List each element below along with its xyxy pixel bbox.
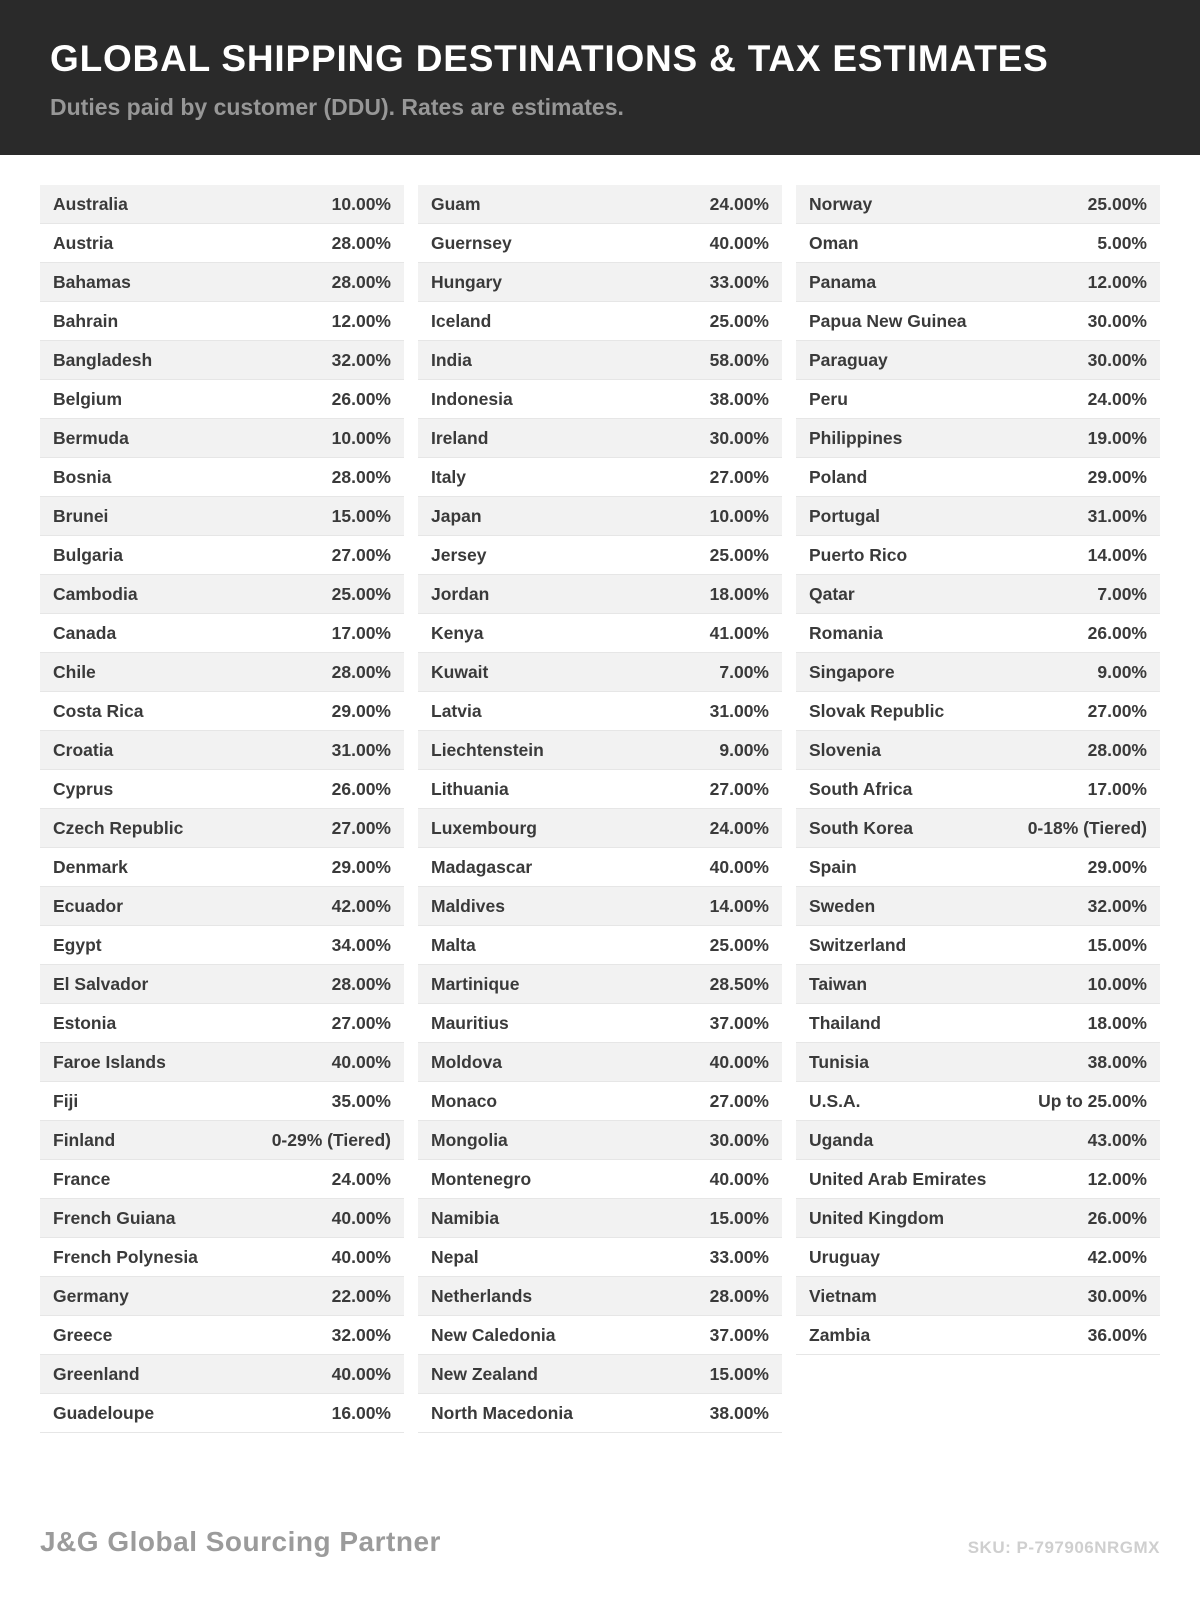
table-row bbox=[40, 965, 404, 1004]
table-row bbox=[418, 1004, 782, 1043]
country-label: Romania bbox=[809, 622, 883, 643]
country-label: Thailand bbox=[809, 1012, 881, 1033]
table-row bbox=[418, 263, 782, 302]
rate-value: 15.00% bbox=[709, 1363, 769, 1384]
table-row bbox=[418, 692, 782, 731]
table-row bbox=[418, 575, 782, 614]
country-label: Paraguay bbox=[809, 349, 888, 370]
rate-value: 26.00% bbox=[331, 778, 391, 799]
rate-value: 29.00% bbox=[1087, 856, 1147, 877]
table-row bbox=[796, 965, 1160, 1004]
rate-value: 12.00% bbox=[1087, 1168, 1147, 1189]
table-row bbox=[40, 1277, 404, 1316]
country-label: Peru bbox=[809, 388, 848, 409]
country-label: Luxembourg bbox=[431, 817, 537, 838]
table-row bbox=[40, 770, 404, 809]
country-label: Guernsey bbox=[431, 232, 512, 253]
country-label: Estonia bbox=[53, 1012, 117, 1033]
table-row bbox=[418, 887, 782, 926]
table-row bbox=[796, 536, 1160, 575]
country-label: Egypt bbox=[53, 934, 102, 955]
rate-value: 22.00% bbox=[331, 1285, 391, 1306]
rate-value: 0-29% (Tiered) bbox=[271, 1129, 391, 1150]
rate-value: 25.00% bbox=[709, 544, 769, 565]
table-row bbox=[418, 1355, 782, 1394]
rate-value: 24.00% bbox=[331, 1168, 391, 1189]
country-label: Jordan bbox=[431, 583, 490, 604]
table-row bbox=[418, 848, 782, 887]
table-row bbox=[796, 1082, 1160, 1121]
country-label: South Africa bbox=[809, 778, 913, 799]
rate-value: 28.00% bbox=[331, 232, 391, 253]
table-row bbox=[418, 731, 782, 770]
table-row bbox=[796, 380, 1160, 419]
table-row bbox=[418, 1199, 782, 1238]
country-label: Indonesia bbox=[431, 388, 513, 409]
country-label: Norway bbox=[809, 193, 873, 214]
table-row bbox=[418, 419, 782, 458]
country-label: Malta bbox=[431, 934, 476, 955]
country-label: India bbox=[431, 349, 472, 370]
country-label: Australia bbox=[53, 193, 128, 214]
rate-value: 10.00% bbox=[331, 193, 391, 214]
country-label: Moldova bbox=[431, 1051, 502, 1072]
rate-value: 25.00% bbox=[331, 583, 391, 604]
country-label: Spain bbox=[809, 856, 857, 877]
table-row bbox=[40, 1394, 404, 1433]
country-label: Bosnia bbox=[53, 466, 112, 487]
table-row bbox=[40, 224, 404, 263]
country-label: Hungary bbox=[431, 271, 502, 292]
table-row bbox=[796, 614, 1160, 653]
table-row bbox=[418, 1160, 782, 1199]
country-label: United Kingdom bbox=[809, 1207, 945, 1228]
country-label: Poland bbox=[809, 466, 868, 487]
country-label: Bahrain bbox=[53, 310, 119, 331]
table-row bbox=[418, 1121, 782, 1160]
sku-label: SKU: P-797906NRGMX bbox=[967, 1538, 1160, 1557]
table-row bbox=[796, 1238, 1160, 1277]
rate-value: 40.00% bbox=[331, 1207, 391, 1228]
rate-value: 0-18% (Tiered) bbox=[1027, 817, 1147, 838]
rate-value: 38.00% bbox=[709, 1402, 769, 1423]
table-row bbox=[796, 302, 1160, 341]
table-column-2 bbox=[418, 185, 782, 1433]
rate-value: 27.00% bbox=[1087, 700, 1147, 721]
country-label: Fiji bbox=[53, 1090, 79, 1111]
table-row bbox=[796, 224, 1160, 263]
rate-value: 40.00% bbox=[331, 1363, 391, 1384]
rate-value: 27.00% bbox=[331, 1012, 391, 1033]
rate-value: 43.00% bbox=[1087, 1129, 1147, 1150]
country-label: Brunei bbox=[53, 505, 109, 526]
rate-value: 18.00% bbox=[709, 583, 769, 604]
rate-value: 9.00% bbox=[1097, 661, 1147, 682]
table-row bbox=[40, 614, 404, 653]
table-row bbox=[40, 458, 404, 497]
table-row bbox=[40, 1004, 404, 1043]
rate-value: 26.00% bbox=[1087, 1207, 1147, 1228]
rate-value: 30.00% bbox=[1087, 310, 1147, 331]
rate-value: 14.00% bbox=[709, 895, 769, 916]
table-row bbox=[40, 653, 404, 692]
country-label: South Korea bbox=[809, 817, 914, 838]
rate-value: 25.00% bbox=[709, 310, 769, 331]
country-label: Kenya bbox=[431, 622, 484, 643]
rate-value: 28.00% bbox=[709, 1285, 769, 1306]
table-row bbox=[40, 926, 404, 965]
table-row bbox=[418, 497, 782, 536]
table-row bbox=[796, 770, 1160, 809]
country-label: Philippines bbox=[809, 427, 903, 448]
table-row bbox=[796, 341, 1160, 380]
rate-value: 27.00% bbox=[709, 1090, 769, 1111]
country-label: Montenegro bbox=[431, 1168, 532, 1189]
country-label: Liechtenstein bbox=[431, 739, 544, 760]
country-label: North Macedonia bbox=[431, 1402, 573, 1423]
country-label: Cyprus bbox=[53, 778, 114, 799]
table-row bbox=[40, 419, 404, 458]
table-row bbox=[796, 1160, 1160, 1199]
country-label: Germany bbox=[53, 1285, 129, 1306]
table-row bbox=[418, 1277, 782, 1316]
country-label: Netherlands bbox=[431, 1285, 533, 1306]
rate-value: 42.00% bbox=[1087, 1246, 1147, 1267]
country-label: French Guiana bbox=[53, 1207, 176, 1228]
rate-value: 40.00% bbox=[709, 1051, 769, 1072]
table-row bbox=[418, 770, 782, 809]
country-label: Guadeloupe bbox=[53, 1402, 155, 1423]
country-label: Japan bbox=[431, 505, 482, 526]
table-row bbox=[796, 926, 1160, 965]
table-row bbox=[418, 653, 782, 692]
country-label: Ecuador bbox=[53, 895, 124, 916]
country-label: Bermuda bbox=[53, 427, 129, 448]
page-footer bbox=[0, 1526, 1200, 1600]
table-row bbox=[418, 926, 782, 965]
table-row bbox=[418, 1394, 782, 1433]
table-row bbox=[796, 263, 1160, 302]
table-row bbox=[796, 1316, 1160, 1355]
table-row bbox=[40, 1082, 404, 1121]
country-label: Tunisia bbox=[809, 1051, 869, 1072]
table-row bbox=[418, 1082, 782, 1121]
country-label: El Salvador bbox=[53, 973, 149, 994]
rate-value: 17.00% bbox=[1087, 778, 1147, 799]
rate-value: 10.00% bbox=[709, 505, 769, 526]
page-subtitle: Duties paid by customer (DDU). Rates are estimates. bbox=[50, 94, 624, 120]
rate-value: 10.00% bbox=[331, 427, 391, 448]
rate-value: 37.00% bbox=[709, 1012, 769, 1033]
table-row bbox=[418, 965, 782, 1004]
country-label: Singapore bbox=[809, 661, 895, 682]
rate-value: 24.00% bbox=[709, 817, 769, 838]
country-label: Guam bbox=[431, 193, 481, 214]
country-label: Vietnam bbox=[809, 1285, 877, 1306]
rate-value: 24.00% bbox=[1087, 388, 1147, 409]
rate-value: 30.00% bbox=[1087, 1285, 1147, 1306]
country-label: Mongolia bbox=[431, 1129, 508, 1150]
country-label: Canada bbox=[53, 622, 117, 643]
country-label: Slovenia bbox=[809, 739, 881, 760]
country-label: Latvia bbox=[431, 700, 482, 721]
table-row bbox=[796, 848, 1160, 887]
table-row bbox=[40, 887, 404, 926]
country-label: Greenland bbox=[53, 1363, 140, 1384]
table-row bbox=[796, 1004, 1160, 1043]
rate-value: 25.00% bbox=[1087, 193, 1147, 214]
country-label: Switzerland bbox=[809, 934, 907, 955]
rate-value: 31.00% bbox=[709, 700, 769, 721]
rate-value: 32.00% bbox=[331, 1324, 391, 1345]
table-row bbox=[796, 692, 1160, 731]
country-label: Lithuania bbox=[431, 778, 509, 799]
table-row bbox=[418, 1238, 782, 1277]
rate-value: 40.00% bbox=[709, 856, 769, 877]
country-label: Iceland bbox=[431, 310, 492, 331]
country-label: Madagascar bbox=[431, 856, 533, 877]
country-label: Denmark bbox=[53, 856, 128, 877]
rate-value: 29.00% bbox=[331, 856, 391, 877]
country-label: Costa Rica bbox=[53, 700, 144, 721]
rate-value: 18.00% bbox=[1087, 1012, 1147, 1033]
country-label: Belgium bbox=[53, 388, 123, 409]
table-row bbox=[418, 536, 782, 575]
rate-value: 29.00% bbox=[1087, 466, 1147, 487]
rate-value: 35.00% bbox=[331, 1090, 391, 1111]
country-label: Puerto Rico bbox=[809, 544, 908, 565]
rate-value: 28.00% bbox=[331, 661, 391, 682]
rate-value: 25.00% bbox=[709, 934, 769, 955]
country-label: Bangladesh bbox=[53, 349, 153, 370]
rate-value: 30.00% bbox=[709, 427, 769, 448]
country-label: Sweden bbox=[809, 895, 876, 916]
table-row bbox=[418, 458, 782, 497]
rate-value: 19.00% bbox=[1087, 427, 1147, 448]
country-label: Finland bbox=[53, 1129, 116, 1150]
table-row bbox=[40, 848, 404, 887]
rate-value: 12.00% bbox=[1087, 271, 1147, 292]
rate-value: 30.00% bbox=[1087, 349, 1147, 370]
country-label: Austria bbox=[53, 232, 114, 253]
rate-value: 40.00% bbox=[709, 1168, 769, 1189]
rate-value: 9.00% bbox=[719, 739, 769, 760]
table-row bbox=[40, 1199, 404, 1238]
rate-value: 32.00% bbox=[331, 349, 391, 370]
table-row bbox=[40, 692, 404, 731]
rate-value: 27.00% bbox=[331, 817, 391, 838]
table-row bbox=[418, 224, 782, 263]
table-row bbox=[796, 653, 1160, 692]
table-column-1 bbox=[40, 185, 404, 1433]
rate-value: 38.00% bbox=[1087, 1051, 1147, 1072]
rate-value: 42.00% bbox=[331, 895, 391, 916]
table-row bbox=[418, 302, 782, 341]
table-row bbox=[418, 341, 782, 380]
rates-table bbox=[0, 155, 1200, 1433]
country-label: Bulgaria bbox=[53, 544, 124, 565]
country-label: Ireland bbox=[431, 427, 489, 448]
country-label: Greece bbox=[53, 1324, 113, 1345]
rate-value: 32.00% bbox=[1087, 895, 1147, 916]
country-label: Uganda bbox=[809, 1129, 874, 1150]
rate-value: 5.00% bbox=[1097, 232, 1147, 253]
country-label: Portugal bbox=[809, 505, 880, 526]
table-row bbox=[796, 419, 1160, 458]
rate-value: 15.00% bbox=[331, 505, 391, 526]
rate-value: 40.00% bbox=[331, 1051, 391, 1072]
table-row bbox=[796, 575, 1160, 614]
rate-value: 36.00% bbox=[1087, 1324, 1147, 1345]
rate-value: 14.00% bbox=[1087, 544, 1147, 565]
rate-value: 33.00% bbox=[709, 271, 769, 292]
table-row bbox=[796, 458, 1160, 497]
country-label: Monaco bbox=[431, 1090, 498, 1111]
rate-value: 16.00% bbox=[331, 1402, 391, 1423]
table-row bbox=[796, 1121, 1160, 1160]
rate-value: 31.00% bbox=[331, 739, 391, 760]
country-label: Mauritius bbox=[431, 1012, 509, 1033]
table-row bbox=[40, 1160, 404, 1199]
country-label: Taiwan bbox=[809, 973, 868, 994]
country-label: Italy bbox=[431, 466, 467, 487]
country-label: Oman bbox=[809, 232, 859, 253]
table-row bbox=[40, 1316, 404, 1355]
brand-label: J&G Global Sourcing Partner bbox=[40, 1526, 441, 1557]
table-row bbox=[796, 809, 1160, 848]
rate-value: 29.00% bbox=[331, 700, 391, 721]
rate-value: 26.00% bbox=[1087, 622, 1147, 643]
rate-value: 37.00% bbox=[709, 1324, 769, 1345]
page-title: GLOBAL SHIPPING DESTINATIONS & TAX ESTIMATES bbox=[50, 38, 1049, 79]
rate-value: 28.00% bbox=[331, 973, 391, 994]
country-label: New Caledonia bbox=[431, 1324, 556, 1345]
table-row bbox=[418, 809, 782, 848]
table-row bbox=[796, 1043, 1160, 1082]
table-row bbox=[40, 185, 404, 224]
rate-value: 38.00% bbox=[709, 388, 769, 409]
table-row bbox=[418, 185, 782, 224]
rate-value: 12.00% bbox=[331, 310, 391, 331]
country-label: Jersey bbox=[431, 544, 487, 565]
table-row bbox=[418, 1043, 782, 1082]
rate-value: 15.00% bbox=[1087, 934, 1147, 955]
country-label: Nepal bbox=[431, 1246, 479, 1267]
rate-value: 7.00% bbox=[719, 661, 769, 682]
table-row bbox=[40, 1043, 404, 1082]
rate-value: 41.00% bbox=[709, 622, 769, 643]
country-label: Namibia bbox=[431, 1207, 500, 1228]
country-label: Martinique bbox=[431, 973, 520, 994]
table-row bbox=[796, 497, 1160, 536]
country-label: Qatar bbox=[809, 583, 855, 604]
table-row bbox=[40, 1355, 404, 1394]
country-label: New Zealand bbox=[431, 1363, 538, 1384]
country-label: Bahamas bbox=[53, 271, 131, 292]
table-row bbox=[40, 341, 404, 380]
rate-value: 30.00% bbox=[709, 1129, 769, 1150]
rate-value: 27.00% bbox=[709, 466, 769, 487]
table-row bbox=[796, 185, 1160, 224]
rate-value: 27.00% bbox=[709, 778, 769, 799]
table-column-3 bbox=[796, 185, 1160, 1355]
country-label: Czech Republic bbox=[53, 817, 184, 838]
table-row bbox=[40, 536, 404, 575]
country-label: French Polynesia bbox=[53, 1246, 198, 1267]
table-row bbox=[40, 380, 404, 419]
rate-value: 26.00% bbox=[331, 388, 391, 409]
table-row bbox=[40, 302, 404, 341]
page-header bbox=[0, 0, 1200, 155]
rate-value: 58.00% bbox=[709, 349, 769, 370]
table-row bbox=[796, 1199, 1160, 1238]
table-row bbox=[40, 731, 404, 770]
table-row bbox=[40, 263, 404, 302]
table-row bbox=[40, 497, 404, 536]
country-label: Slovak Republic bbox=[809, 700, 945, 721]
rate-value: 40.00% bbox=[709, 232, 769, 253]
country-label: Croatia bbox=[53, 739, 114, 760]
rate-value: 27.00% bbox=[331, 544, 391, 565]
country-label: Maldives bbox=[431, 895, 505, 916]
country-label: U.S.A. bbox=[809, 1090, 861, 1111]
table-row bbox=[796, 1277, 1160, 1316]
country-label: Papua New Guinea bbox=[809, 310, 967, 331]
rate-value: 15.00% bbox=[709, 1207, 769, 1228]
rate-value: 17.00% bbox=[331, 622, 391, 643]
country-label: Cambodia bbox=[53, 583, 138, 604]
table-row bbox=[796, 887, 1160, 926]
rate-value: 28.00% bbox=[331, 271, 391, 292]
table-row bbox=[40, 1121, 404, 1160]
country-label: Faroe Islands bbox=[53, 1051, 166, 1072]
rate-value: 31.00% bbox=[1087, 505, 1147, 526]
rate-value: 33.00% bbox=[709, 1246, 769, 1267]
country-label: Chile bbox=[53, 661, 96, 682]
rate-value: 28.00% bbox=[331, 466, 391, 487]
country-label: Uruguay bbox=[809, 1246, 880, 1267]
rate-value: 7.00% bbox=[1097, 583, 1147, 604]
rate-value: 28.50% bbox=[709, 973, 769, 994]
country-label: Zambia bbox=[809, 1324, 871, 1345]
country-label: Panama bbox=[809, 271, 877, 292]
country-label: United Arab Emirates bbox=[809, 1168, 987, 1189]
country-label: Kuwait bbox=[431, 661, 489, 682]
rate-value: 10.00% bbox=[1087, 973, 1147, 994]
table-row bbox=[40, 1238, 404, 1277]
table-row bbox=[418, 380, 782, 419]
table-row bbox=[418, 614, 782, 653]
rate-value: 40.00% bbox=[331, 1246, 391, 1267]
rate-value: 24.00% bbox=[709, 193, 769, 214]
table-row bbox=[796, 731, 1160, 770]
table-row bbox=[40, 575, 404, 614]
table-row bbox=[418, 1316, 782, 1355]
rate-value: Up to 25.00% bbox=[1038, 1090, 1147, 1111]
table-row bbox=[40, 809, 404, 848]
rate-value: 28.00% bbox=[1087, 739, 1147, 760]
rate-value: 34.00% bbox=[331, 934, 391, 955]
country-label: France bbox=[53, 1168, 111, 1189]
